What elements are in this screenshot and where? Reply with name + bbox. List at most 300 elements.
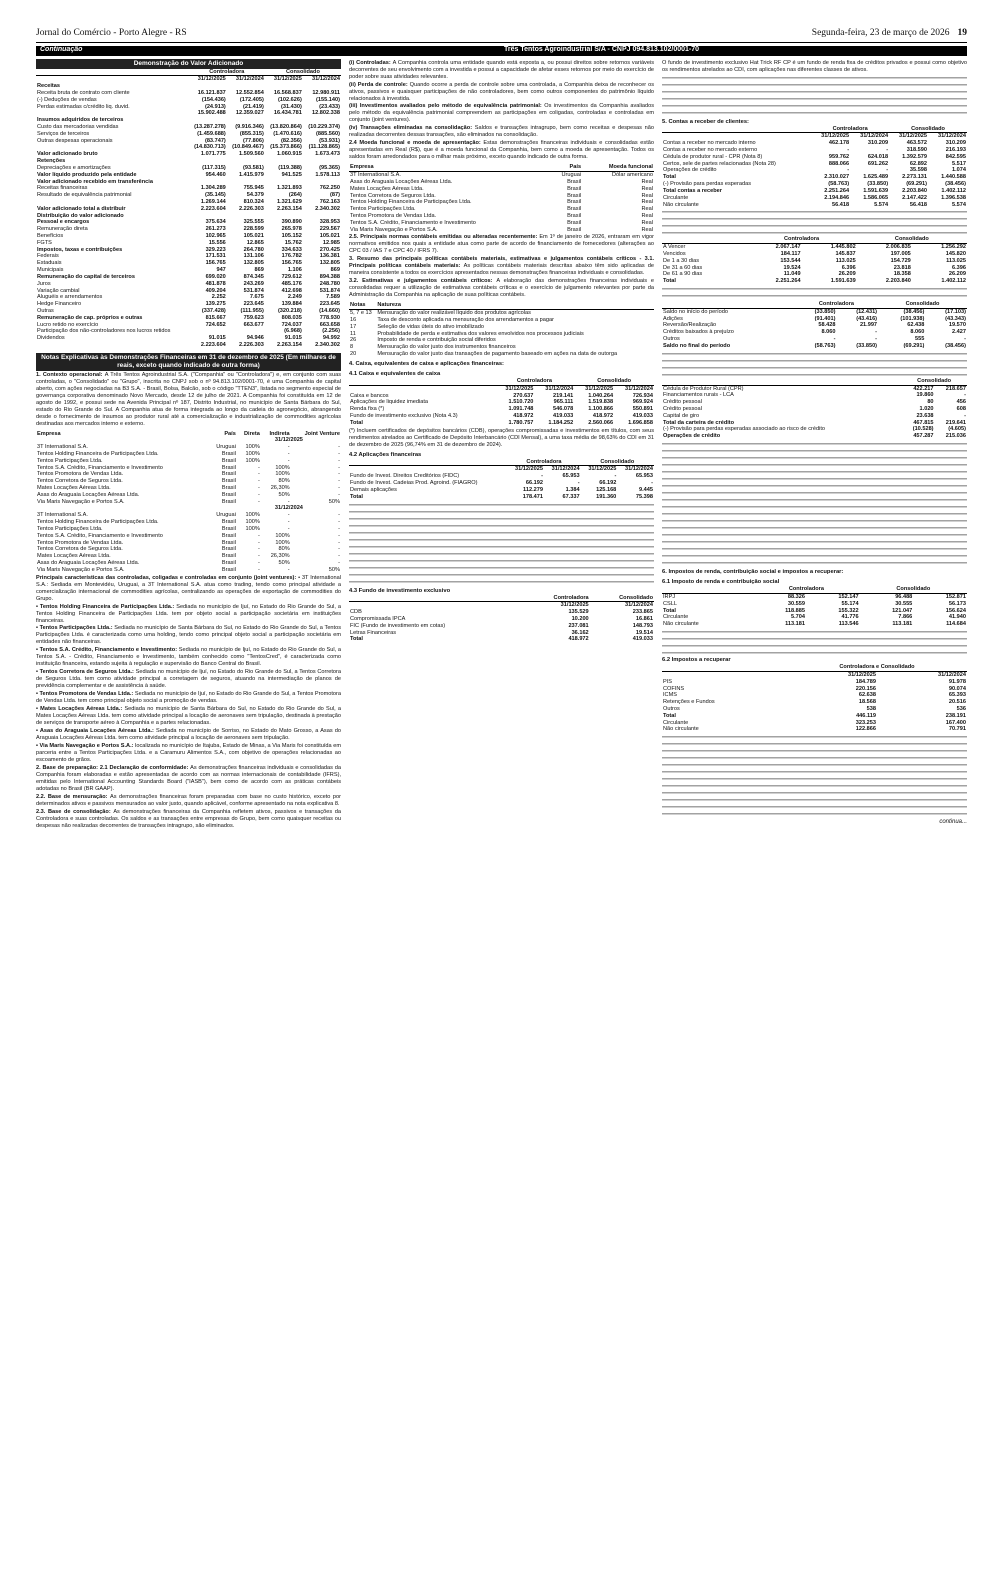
row-value: 30.555 [895,600,913,607]
row-value: 113.546 [838,621,859,628]
row-value: 1.106 [287,267,302,274]
table-row [36,97,341,104]
row-value [227,213,265,220]
row-label: Financiamentos rurais - LCA [663,392,734,399]
table-cell: Taxa de desconto aplicada na mensuração dos arrendamentos a pagar [377,316,554,323]
row-value: 842.595 [945,153,966,160]
row-value: (1.459.688) [197,130,226,137]
row-value: 62.638 [858,692,876,699]
row-label: Variação cambial [37,287,80,294]
table-cell: Brasil [221,478,236,485]
currency-rows [349,172,654,234]
table-date: 31/12/2024 [545,385,574,392]
table-row [349,473,654,480]
row-value: 1.384 [565,486,580,493]
row-label: Aplicações de liquidez imediata [350,399,429,406]
table-cell: Via Maris Navegação e Portos S.A. [37,566,125,573]
row-value: (885.560) [316,130,340,137]
row-value: 8.060 [910,329,925,336]
table-date: 31/12/2025 [514,466,543,473]
table-row [349,206,654,213]
recoverable-rows [662,679,967,734]
row-value: 531.874 [243,287,264,294]
row-label: Valor adicionado bruto [37,151,98,158]
row-value: 726.934 [632,392,653,399]
row-value: - [886,167,889,174]
table-date: 31/12/2024 [551,466,580,473]
table-row [36,274,341,281]
table-row [36,110,341,117]
table-row [662,699,967,706]
row-value: 112.279 [523,486,543,493]
column-middle [349,59,654,1559]
table-row [662,614,967,621]
row-value: 91.015 [208,335,226,342]
row-label: Contas a receber no mercado externo [663,147,758,154]
table-cell: Brasil [567,178,582,185]
table-cell: - [338,444,340,451]
row-value: 419.033 [632,636,653,643]
row-value: (95.365) [319,164,340,171]
row-value: 536 [956,705,966,712]
table-cell: 26,30% [270,553,290,560]
row-value: 264.780 [243,246,264,253]
row-value [265,83,303,90]
table-cell: Real [641,219,653,226]
row-value: 16.568.837 [273,89,302,96]
row-value: 20.516 [948,699,966,706]
row-value: 1.091.748 [508,406,534,413]
row-value: 19.860 [916,392,934,399]
table-cell: - [257,559,260,566]
row-value: 191.360 [596,493,617,500]
functional-currency-table [349,164,654,233]
table-cell: - [287,498,290,505]
table-date: 31/12/2025 [585,385,614,392]
row-label: Não circulante [663,201,699,208]
row-value: 334.633 [281,246,302,253]
note-heading: 2.2. Base de mensuração: [36,794,110,801]
row-label: Remuneração direta [37,226,88,233]
row-value: (24.913) [204,103,226,110]
row-value: 12.359.027 [235,110,264,117]
row-value: 9.445 [639,486,653,493]
row-value: 219.141 [553,392,574,399]
row-value: 463.572 [906,140,928,147]
row-value: 12.980.911 [312,89,340,96]
table-cell: Brasil [221,553,236,560]
table-date: 31/12/2025 [560,602,589,609]
note-paragraph [349,82,654,103]
table-row [36,322,341,329]
table-cell: Mates Locações Aéreas Ltda. [37,553,111,560]
table-row [349,227,654,234]
row-value: (101.938) [900,315,925,322]
table-cell: Real [641,199,653,206]
table-row [662,726,967,733]
dva-table [36,69,341,349]
note-paragraph [349,60,654,81]
table-cell: Brasil [221,491,236,498]
row-value: 220.156 [855,685,876,692]
row-label: Não circulante [663,726,699,733]
table-row [36,179,341,186]
table-cell: - [287,457,290,464]
row-label: Total contas a receber [663,187,722,194]
table-row [662,413,967,420]
row-value: 167.400 [945,719,966,726]
table-row [662,258,967,265]
row-value: 23.638 [916,412,934,419]
notes-context [36,372,341,428]
table-row [36,206,341,213]
table-row [662,392,967,399]
row-value: 19.524 [783,264,801,271]
row-value: 184.789 [855,678,876,685]
row-value: 66.192 [525,480,543,487]
estimates-rows [349,310,654,358]
note-text: • 3T International S.A.: Sediada em Montevidéu, Uruguai, a 3T International S.A. atua como trading, tendo como principal atividade a comercialização internacional de commodities agrícolas, centralizando as operações de exportação de commodities do Grupo. [36,574,341,602]
row-value: 418.972 [568,636,589,643]
row-label [36,199,189,206]
table-row [36,240,341,247]
table-cell: 100% [275,532,290,539]
row-value: 762.163 [319,198,340,205]
table-row [662,679,967,686]
row-label: Fundo de Invest. Cadeias Prod. Agroind. (FIAGRO) [350,480,478,487]
table-cell: - [257,539,260,546]
table-row [36,213,341,220]
table-cell: 80% [278,478,290,485]
note-text: Em 1º de janeiro de 2026, entraram em vigor normativos emitidos nos quais a entidade atua como parte de acordo de financiamento de fornecedores (alterações ao CPC 03 / IAS 7 e CPC 40 / IFRS 7). [349,234,654,255]
text-block [662,287,967,299]
row-value: 15.762 [284,239,302,246]
table-cell: Brasil [221,485,236,492]
table-cell: Tentos Promotora de Vendas Ltda. [350,213,437,220]
table-cell: Tentos Promotora de Vendas Ltda. [37,539,124,546]
row-value [303,213,341,220]
table-row [36,281,341,288]
row-value: 243.269 [243,280,264,287]
row-value: (77.806) [243,137,264,144]
table-cell: Brasil [567,199,582,206]
table-row [36,533,341,540]
row-value: (83.747) [204,137,226,144]
table-row [36,526,341,533]
table-cell: 26 [350,337,357,344]
note-heading: 2.3. Base de consolidação: [36,809,114,816]
table-row [349,623,654,630]
table-cell: Tentos Holding Financeira de Participações Ltda. [37,450,159,457]
table-cell: 3T International S.A. [37,444,88,451]
table-row [36,301,341,308]
table-cell: 80% [278,546,290,553]
table-cell: - [257,566,260,573]
row-value: 2.226.303 [238,205,264,212]
row-value: 2.223.604 [200,342,226,348]
row-value: 113.181 [892,621,913,628]
table-cell: 50% [328,498,340,505]
table-row [36,233,341,240]
table-cell: Tentos S.A. Crédito, Financiamento e Investimento [350,219,476,226]
row-value: (14.830.713) [194,144,226,151]
table-cell: - [338,525,340,532]
row-value: (12.431) [856,308,878,315]
row-label [36,110,189,117]
row-value: 91.978 [948,678,966,685]
row-value: 808.035 [281,314,302,321]
row-value: 1.100.866 [588,406,614,413]
note-text: As demonstrações financeiras individuais e consolidadas da Companhia foram elaboradas e estão apresentadas de acordo com as normas internacionais de contabilidade (IFRS), emitidas pelo International Accounting Standards Board ("IASB"), bem como de acordo com as práticas contábeis adotadas no Brasil (BR GAAP). [36,765,341,793]
row-label [36,144,189,151]
row-value: 171.531 [205,253,226,260]
row-value: (38.456) [945,342,966,349]
row-label: Distribuição do valor adicionado [37,212,124,219]
table-cell: Mates Locações Aéreas Ltda. [350,185,424,192]
table-cell: 100% [245,444,260,451]
row-label: Total [663,174,676,181]
row-value: 2.273.131 [902,174,928,181]
row-label: Total [663,278,676,285]
table-cell: - [287,450,290,457]
row-value: 94.992 [322,335,340,342]
row-value: (2.256) [322,328,340,335]
dva-title: Demonstração do Valor Adicionado [36,59,341,69]
row-label: Benefícios [37,233,64,239]
row-value: 113.025 [946,257,966,264]
note-heading: 2.4 Moeda funcional e moeda de apresentação: [349,140,484,147]
dva-date: 31/12/2025 [273,76,302,83]
row-value: (33.850) [867,181,889,188]
row-value: 1.074 [952,167,966,174]
row-value: 12.802.338 [312,110,340,117]
table-row [662,336,967,343]
investments-table [349,459,654,501]
row-value: (11.128.865) [308,144,340,151]
col-header: Empresa [349,164,548,171]
table-cell: Brasil [221,539,236,546]
row-label: Contas a receber no mercado interno [663,140,756,147]
col-header: País [548,164,582,171]
table-cell: Tentos Holding Financeira de Participações Ltda. [350,199,472,206]
row-value: - [577,480,580,487]
row-value: 56.418 [909,201,928,208]
row-value: 152.871 [945,593,966,600]
row-value: 1.696.858 [628,419,653,426]
row-label: Juros [37,280,51,287]
row-value: 7.866 [898,614,913,621]
note-text: A elaboração das demonstrações financeiras individuais e consolidadas requer a utilização de estimativas contábeis críticas e o exercício de julgamento relevantes por parte da Administração da Companhia na aplicação de suas políticas contábeis. [349,278,654,299]
row-label: Hedge Financeiro [37,301,82,308]
table-row [349,331,654,338]
table-row [36,131,341,138]
note-text: As políticas contábeis materiais descritas abaixo têm sido aplicadas de maneira consistente a todos os exercícios apresentados nessas demonstrações financeiras individuais e consolidadas. [349,263,654,277]
row-value: 310.209 [945,140,966,147]
table-cell: Mensuração do valor justo das transações de pagamento baseado em ações na data de outorga [377,351,618,358]
row-value: 12.865 [246,239,264,246]
row-value: 663.677 [243,321,264,328]
row-value [189,213,227,220]
note-paragraph [349,125,654,139]
table-cell: 26,30% [270,485,290,492]
row-value: 2.203.840 [902,187,928,194]
row-value: 152.147 [838,593,859,600]
row-value: 229.567 [319,226,340,233]
table-row [349,193,654,200]
row-value: 132.805 [319,260,340,267]
row-value: (93.581) [243,164,264,171]
table-row [349,636,654,643]
row-value: 778.930 [319,314,340,321]
note-paragraph [36,625,341,646]
row-value: 954.460 [205,171,226,178]
row-label: Renda fixa (*) [350,406,385,413]
row-value: 270.637 [513,392,534,399]
table-cell: Tentos S.A. Crédito, Financiamento e Investimento [37,532,163,539]
row-label: Adições [663,315,683,322]
table-row [349,344,654,351]
row-value: 66.192 [599,480,617,487]
table-cell: 50% [278,559,290,566]
row-value: 328.953 [319,219,340,226]
table-row [349,324,654,331]
row-value: 6.396 [952,264,966,271]
table-cell: Tentos Participações Ltda. [37,457,103,464]
table-cell: Tentos Corretora de Seguros Ltda. [37,546,123,553]
row-value: 216.193 [945,147,966,154]
row-label: Retenções [37,158,66,165]
table-cell: 100% [245,457,260,464]
note-paragraph [349,234,654,255]
issue-date: Segunda-feira, 23 de março de 2026 19 [811,28,967,38]
row-value: 724.037 [281,321,302,328]
table-date: 31/12/2025 [274,437,303,444]
row-value: (69.291) [906,181,928,188]
row-value: (53.931) [319,137,340,144]
row-label: Participação dos não-controladores nos lucros retidos [37,328,171,335]
table-row [662,608,967,615]
row-label: Custo das mercadorias vendidas [37,124,119,130]
group-consolidado: Consolidado [590,595,654,602]
row-value [227,117,265,124]
dva-group-consolidado: Consolidado [265,69,341,76]
row-value [189,328,227,335]
masthead [36,28,967,43]
table-row [662,167,967,174]
row-value: 390.890 [281,219,302,226]
table-cell: - [338,478,340,485]
row-value: (38.456) [903,308,925,315]
table-row [349,220,654,227]
col-header: Natureza [376,302,654,309]
row-label: Outros [663,705,680,712]
row-value: 699.020 [205,273,226,280]
table-cell: 100% [275,539,290,546]
row-value: 1.321.629 [277,198,302,205]
table-cell: Asas do Araguaia Locações Aéreas Ltda. [37,491,140,498]
table-row [662,188,967,195]
table-cell: Brasil [567,206,582,213]
table-row [36,342,341,349]
taxes-subtitle: 6.1 Imposto de renda e contribuição social [662,579,780,586]
row-label: Outras [37,307,54,314]
row-label: Valor adicionado total a distribuir [37,205,126,212]
row-value: 2.252 [211,294,226,301]
table-cell: 11 [350,330,356,337]
row-label: Receita bruta de contrato com cliente [37,89,130,96]
text-block [349,545,654,585]
row-value: 810.324 [243,198,264,205]
table-cell: 8 [350,344,354,351]
note-text: Sediada no município de Santa Bárbara do Sul, no Estado do Rio Grande do Sul, a Tentos Participações Ltda. é caracterizada como uma holding, tendo como principal objeto social a participação societária em entidades não financeiras. [36,625,341,646]
text-block [349,503,654,543]
row-value: (117.315) [202,164,226,171]
group-controladora: Controladora [811,126,889,133]
row-value: 238.191 [945,712,966,719]
row-value: 546.078 [553,406,574,413]
row-value: 959.762 [828,153,850,160]
notes-policies [349,234,654,299]
row-value: 90.074 [948,685,966,692]
note-paragraph [36,372,341,428]
note-paragraph [36,728,341,742]
row-value: 12.985 [322,239,340,246]
note-text: localizada no município de Itajuba, Estado de Minas, a Via Maris foi constituída em parceria entre a Tentos Participações Ltda. e a Caramuru Alimentos S.A., com objetivo de operações relacionadas ao escoamento de grãos. [36,743,341,764]
table-row [36,465,341,472]
table-row [36,117,341,124]
col-header: Indireta [269,430,290,437]
row-value: 2.226.303 [238,342,264,348]
fund-rows [349,609,654,643]
row-label: Capital de giro [663,412,700,419]
row-value: 2.223.604 [200,205,226,212]
row-value: 329.223 [205,246,226,253]
table-row [36,253,341,260]
row-value: 481.878 [205,280,226,287]
recoverable-taxes-table [662,664,967,733]
row-label: FGTS [37,239,52,246]
row-value: 10.200 [571,616,589,623]
table-row [662,426,967,433]
table-cell: Brasil [221,566,236,573]
row-value: 759.623 [243,314,264,321]
note-heading: (i) Controladas: [349,59,393,66]
table-row [349,630,654,637]
table-row [36,172,341,179]
row-value: 1.071.775 [200,151,226,158]
table-cell: - [287,444,290,451]
table-row [662,265,967,272]
row-value: 2.263.154 [277,205,302,212]
row-label: Pessoal e encargos [37,219,90,226]
row-value: (87) [330,192,340,199]
table-cell: Brasil [221,546,236,553]
row-value: 105.152 [281,233,302,239]
table-row [36,138,341,145]
table-row [349,616,654,623]
row-value: (855.315) [239,130,264,137]
row-label: Fundo de Invest. Direitos Creditórios (FIDC) [350,473,460,480]
row-value: 113.181 [785,621,806,628]
group-consolidado: Consolidado [901,378,967,385]
row-value: 456 [956,399,966,406]
row-label: CSLL [663,600,677,607]
column-right [662,59,967,1559]
table-row [662,329,967,336]
table-cell: Brasil [567,213,582,220]
table-date: 31/12/2024 [274,505,303,512]
group-consolidado: Consolidado [889,126,967,133]
